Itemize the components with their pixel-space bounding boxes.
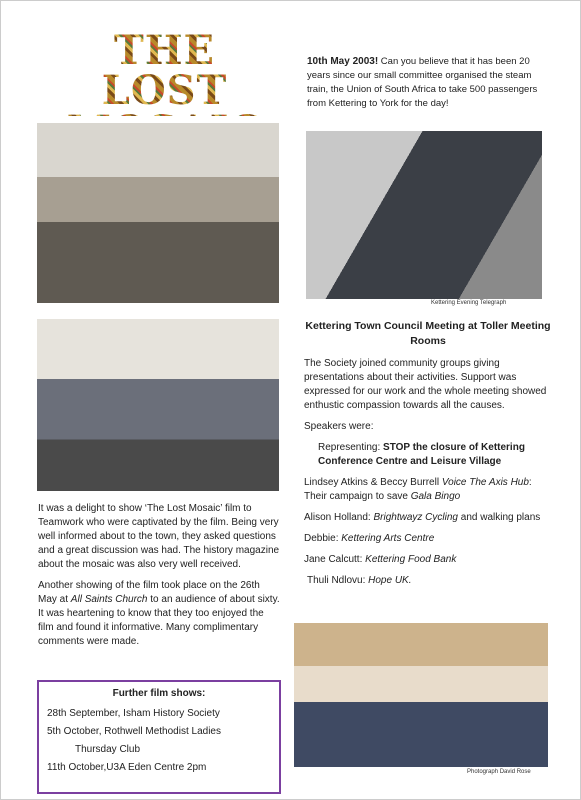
title-line-1: THE LOST — [101, 27, 228, 114]
train-photo-caption: Kettering Evening Telegraph — [431, 300, 507, 306]
film-paragraph-2: Another showing of the film took place on the 26th May at All Saints Church to an audience of about sixty. It was heartening to know that they too enjoyed the film and found it informative. Many complimentary comments were made. — [38, 580, 280, 647]
film-section — [38, 502, 280, 649]
intro-paragraph — [307, 55, 545, 111]
further-shows-heading: Further film shows: — [112, 688, 206, 699]
speaker-item: Jane Calcutt: Kettering Food Bank — [304, 554, 457, 565]
intro-text: Can you believe that it has been 20 years since our small committee organised the steam train, the Union of South Africa to take 500 passengers from Kettering to York for the day! — [307, 56, 538, 109]
group-magazine-photo — [37, 319, 279, 491]
meeting-section — [304, 357, 554, 588]
show-item: 5th October, Rothwell Methodist Ladies — [47, 726, 221, 737]
speaker-item: Debbie: Kettering Arts Centre — [304, 533, 435, 544]
show-item: 11th October,U3A Eden Centre 2pm — [47, 762, 207, 773]
speaker-item: Lindsey Atkins & Beccy Burrell Voice The Axis Hub: Their campaign to save Gala Bingo — [304, 477, 532, 502]
further-shows-box — [37, 680, 281, 794]
film-paragraph-1: It was a delight to show ‘The Lost Mosaic’ film to Teamwork who were captivated by the film. Being very well informed about to the town, they asked questions and a great discussion was had. The history magazine about the mosaic was also very well received. — [38, 503, 280, 570]
masthead-title — [47, 27, 282, 116]
meeting-paragraph: The Society joined community groups giving presentations about their activities. Support was expressed for our work and the whole meeting showed enthustic compassion towards all the causes. — [304, 358, 547, 411]
train-newspaper-photo — [306, 131, 542, 299]
meeting-heading: Kettering Town Council Meeting at Toller Meeting Rooms — [305, 320, 551, 347]
intro-date: 10th May 2003! — [307, 56, 379, 67]
church-audience-photo — [294, 623, 548, 767]
speaker-item: Thuli Ndlovu: Hope UK. — [307, 575, 412, 586]
teamwork-screening-photo — [37, 123, 279, 303]
show-item: Thursday Club — [75, 744, 141, 755]
church-photo-caption: Photograph David Rose — [467, 769, 531, 775]
speaker-item: Alison Holland: Brightwayz Cycling and walking plans — [304, 512, 541, 523]
speakers-label: Speakers were: — [304, 421, 374, 432]
speaker-item: Representing: STOP the closure of Kettering Conference Centre and Leisure Village — [318, 442, 525, 467]
show-item: 28th September, Isham History Society — [47, 708, 220, 719]
